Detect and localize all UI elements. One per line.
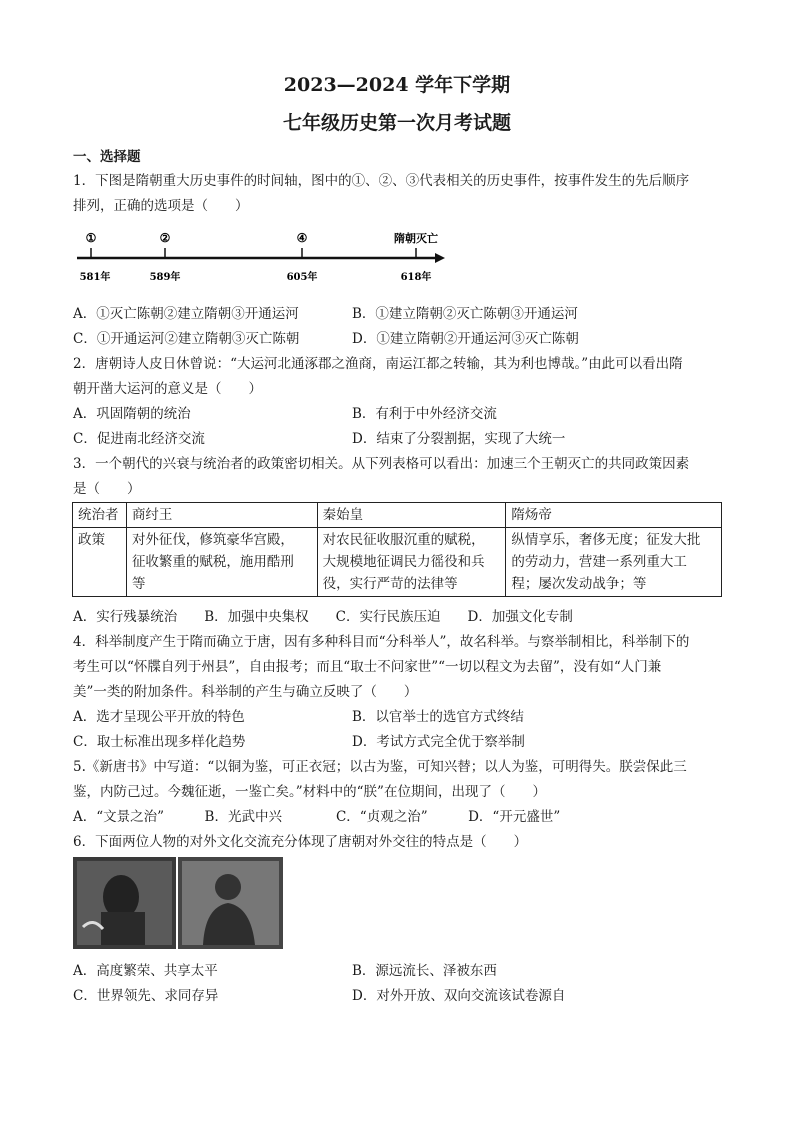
q6-stem: 6．下面两位人物的对外文化交流充分体现了唐朝对外交往的特点是（ ） — [73, 834, 528, 850]
q6-portraits — [73, 857, 283, 949]
q1-option-c: C．①开通运河②建立隋朝③灭亡陈朝 — [73, 331, 300, 347]
q4-option-c: C．取士标准出现多样化趋势 — [73, 734, 246, 750]
table-header-cell: 隋炀帝 — [506, 503, 722, 528]
exam-title: 2023—2024 学年下学期 — [283, 74, 511, 96]
q4-stem-line2: 考生可以“怀牒自列于州县”，自由报考；而且“取士不问家世”“一切以程文为去留”，没有如“人门兼 — [73, 659, 662, 675]
q4-stem-line1: 4．科举制度产生于隋而确立于唐，因有多种科目而“分科举人”，故名科举。与察举制相比，科举制下的 — [73, 634, 690, 650]
q2-option-c: C．促进南北经济交流 — [73, 431, 205, 447]
q5-stem-line2: 鉴，内防己过。今魏征逝，一鉴亡矣。”材料中的“朕”在位期间，出现了（ ） — [73, 784, 546, 800]
timeline-mark: ④ — [296, 231, 308, 245]
timeline-mark: ② — [159, 231, 171, 245]
q2-option-d: D．结束了分裂割据，实现了大统一 — [352, 431, 566, 447]
q4-option-a: A．选才呈现公平开放的特色 — [73, 709, 245, 725]
table-cell — [506, 528, 722, 597]
cell-line: 纵情享乐，奢侈无度；征发大批 — [511, 532, 701, 548]
timeline-arrow — [435, 253, 445, 263]
table-header-row — [73, 503, 722, 528]
q5-options: A．“文景之治” B．光武中兴 C．“贞观之治” D．“开元盛世” — [73, 809, 561, 825]
q2-option-b: B．有利于中外经济交流 — [352, 406, 497, 422]
q3-stem-line2: 是（ ） — [73, 481, 141, 497]
cell-line: 大规模地征调民力徭役和兵 — [322, 554, 485, 570]
timeline-mark: 隋朝灭亡 — [394, 232, 438, 245]
cell-line: 的劳动力，营建一系列重大工 — [511, 554, 687, 570]
q3-table — [72, 502, 722, 597]
cell-line: 征收繁重的赋税，施用酷刑 — [131, 554, 294, 570]
exam-subtitle: 七年级历史第一次月考试题 — [282, 112, 511, 134]
timeline-year: 589年 — [149, 272, 181, 283]
cell-line: 对外征伐，修筑豪华宫殿， — [131, 532, 294, 548]
q1-timeline — [73, 226, 445, 286]
cell-line: 程；屡次发动战争；等 — [511, 576, 647, 592]
q5-stem-line1: 5.《新唐书》中写道：“以铜为鉴，可正衣冠；以古为鉴，可知兴替；以人为鉴，可明得失。朕尝保此三 — [73, 759, 687, 775]
timeline-year: 605年 — [286, 272, 318, 283]
q6-option-d: D．对外开放、双向交流该试卷源自 — [352, 988, 566, 1004]
q4-option-b: B．以官举士的选官方式终结 — [352, 709, 524, 725]
timeline-year: 581年 — [79, 272, 111, 283]
table-cell: 政策 — [73, 528, 127, 597]
cell-line: 对农民征收服沉重的赋税， — [322, 532, 485, 548]
q4-stem-line3: 美”一类的附加条件。科举制的产生与确立反映了（ ） — [73, 684, 418, 700]
table-header-cell: 统治者 — [73, 503, 127, 528]
cell-line: 等 — [131, 576, 146, 592]
table-cell — [126, 528, 317, 597]
q1-option-d: D．①建立隋朝②开通运河③灭亡陈朝 — [352, 331, 579, 347]
q2-option-a: A．巩固隋朝的统治 — [73, 406, 191, 422]
q2-stem-line2: 朝开凿大运河的意义是（ ） — [73, 381, 262, 397]
table-row — [73, 528, 722, 597]
q1-stem-line2: 排列，正确的选项是（ ） — [73, 198, 249, 214]
portrait-right-figure — [215, 874, 241, 900]
q1-option-b: B．①建立隋朝②灭亡陈朝③开通运河 — [352, 306, 578, 322]
q3-stem-line1: 3．一个朝代的兴衰与统治者的政策密切相关。从下列表格可以看出：加速三个王朝灭亡的共同政策因素 — [73, 456, 690, 472]
table-header-cell: 商纣王 — [126, 503, 317, 528]
cell-line: 役，实行严苛的法律等 — [322, 576, 458, 592]
timeline-year: 618年 — [400, 272, 432, 283]
q1-option-a: A．①灭亡陈朝②建立隋朝③开通运河 — [73, 306, 299, 322]
table-cell — [317, 528, 506, 597]
q6-option-c: C．世界领先、求同存异 — [73, 988, 219, 1004]
q3-options: A．实行残暴统治 B．加强中央集权 C．实行民族压迫 D．加强文化专制 — [73, 609, 573, 625]
section-heading: 一、选择题 — [73, 149, 141, 165]
q6-option-b: B．源远流长、泽被东西 — [352, 963, 497, 979]
q2-stem-line1: 2．唐朝诗人皮日休曾说：“大运河北通涿郡之渔商，南运江都之转输，其为利也博哉。”由此可以看出隋 — [73, 356, 683, 372]
q6-option-a: A．高度繁荣、共享太平 — [73, 963, 218, 979]
timeline-mark: ① — [85, 231, 97, 245]
table-header-cell: 秦始皇 — [317, 503, 506, 528]
q1-stem-line1: 1．下图是隋朝重大历史事件的时间轴，图中的①、②、③代表相关的历史事件，按事件发生的先后顺序 — [73, 173, 690, 189]
q4-option-d: D．考试方式完全优于察举制 — [352, 734, 525, 750]
